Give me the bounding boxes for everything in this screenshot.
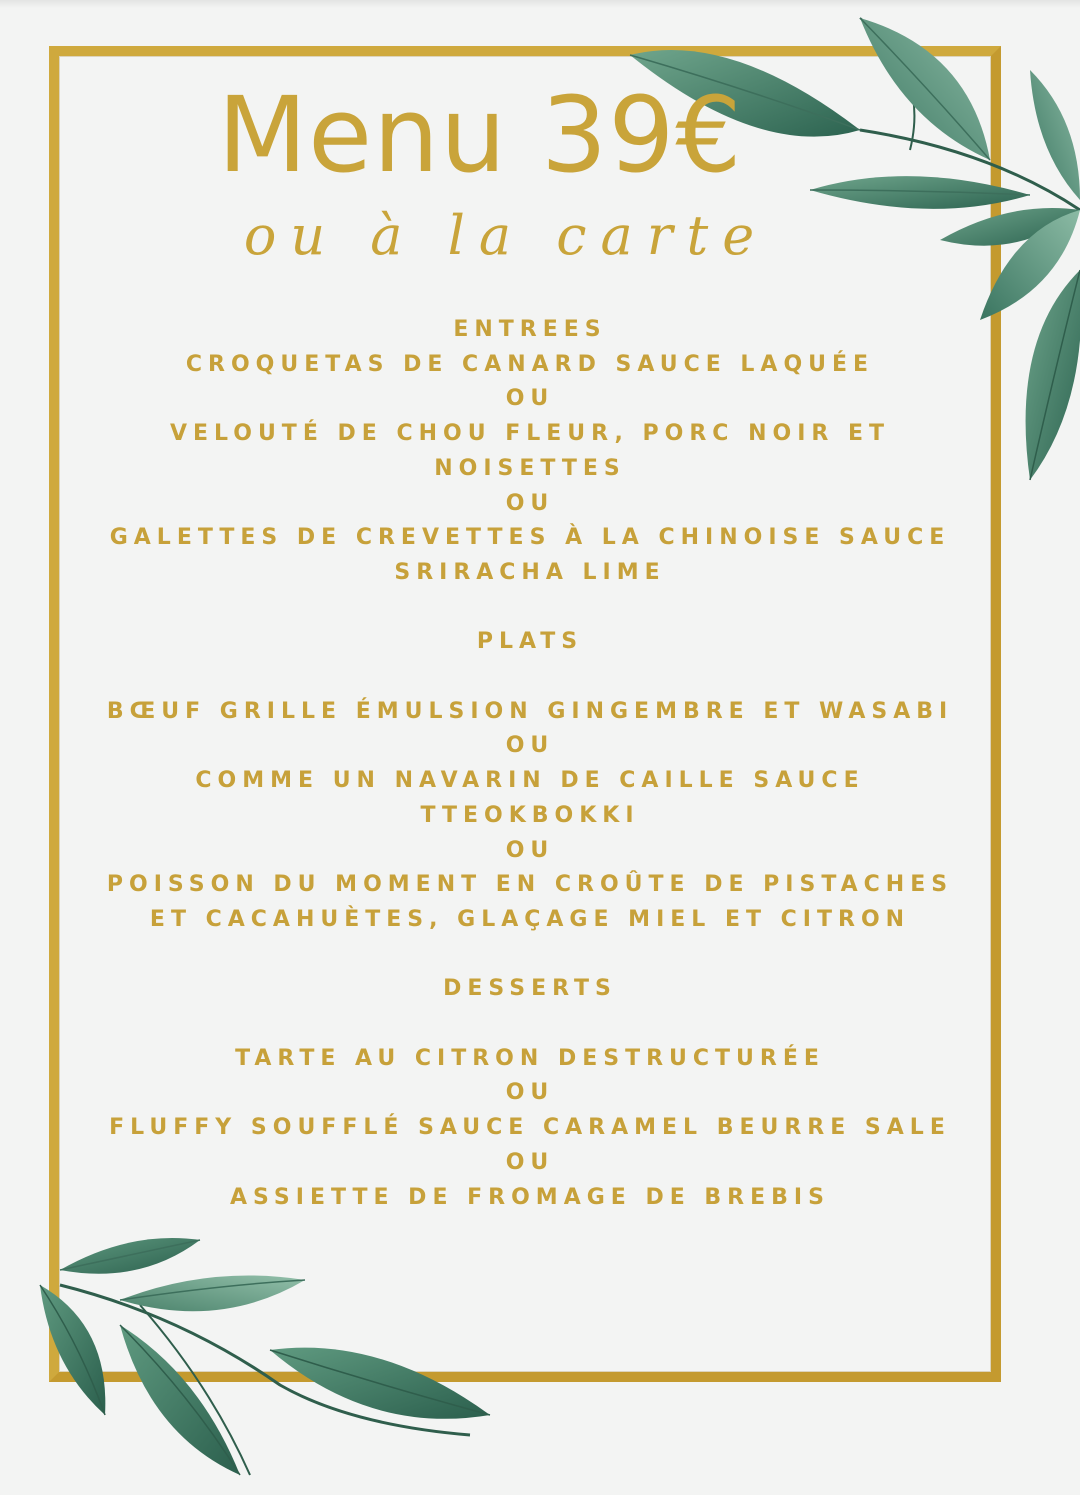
spacer: [90, 938, 970, 973]
menu-item: CROQUETAS DE CANARD SAUCE LAQUÉE: [185, 351, 875, 377]
menu-item: SRIRACHA LIME: [394, 559, 666, 585]
separator-ou: OU: [505, 837, 555, 863]
leaf-decoration-bottom-left: [30, 1225, 500, 1495]
menu-item: ASSIETTE DE FROMAGE DE BREBIS: [230, 1184, 830, 1210]
separator-ou: OU: [505, 386, 555, 412]
spacer: [90, 1007, 970, 1042]
menu-item: VELOUTÉ DE CHOU FLEUR, PORC NOIR ET: [169, 421, 891, 447]
menu-item: TTEOKBOKKI: [420, 802, 640, 828]
menu-item: NOISETTES: [434, 455, 626, 481]
entrees-section: [90, 313, 970, 591]
menu-title: Menu 39€: [217, 74, 743, 196]
menu-item: POISSON DU MOMENT EN CROÛTE DE PISTACHES: [106, 872, 954, 898]
menu-item: FLUFFY SOUFFLÉ SAUCE CARAMEL BEURRE SALE: [109, 1115, 951, 1141]
separator-ou: OU: [505, 1080, 555, 1106]
spacer: [90, 591, 970, 626]
menu-item: BŒUF GRILLE ÉMULSION GINGEMBRE ET WASABI: [106, 698, 954, 724]
desserts-section: [90, 972, 970, 1215]
menu-item: TARTE AU CITRON DESTRUCTURÉE: [235, 1045, 825, 1071]
separator-ou: OU: [505, 490, 555, 516]
menu-content: [90, 313, 970, 1215]
menu-subtitle: ou à la carte: [243, 204, 769, 267]
section-heading-plats: PLATS: [476, 629, 584, 655]
spacer: [90, 660, 970, 695]
menu-item: ET CACAHUÈTES, GLAÇAGE MIEL ET CITRON: [149, 906, 911, 932]
top-edge-shadow: [0, 0, 1080, 8]
separator-ou: OU: [505, 733, 555, 759]
section-heading-entrees: ENTREES: [453, 317, 607, 342]
menu-item: GALETTES DE CREVETTES À LA CHINOISE SAUCE: [109, 525, 951, 551]
section-heading-desserts: DESSERTS: [443, 976, 617, 1002]
menu-item: COMME UN NAVARIN DE CAILLE SAUCE: [195, 768, 865, 794]
plats-section: [90, 625, 970, 937]
separator-ou: OU: [505, 1149, 555, 1175]
